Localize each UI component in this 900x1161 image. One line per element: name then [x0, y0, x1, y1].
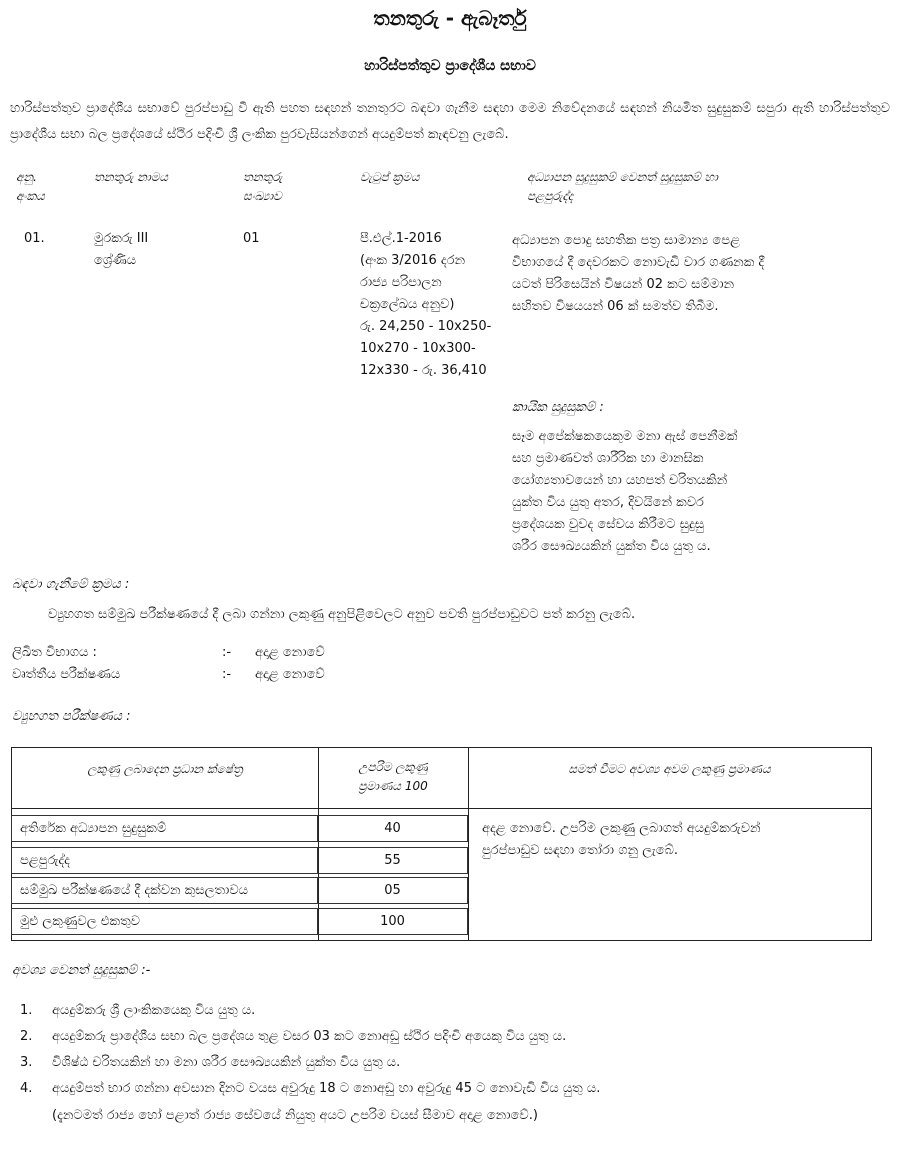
recruitment-heading: බඳවා ගැනීමේ ක්‍රමය :: [12, 577, 130, 592]
page-title: තනතුරු - ඇබෑර්තු: [373, 6, 527, 30]
age-note: (දැනටමත් රාජ්‍ය හෝ පළාත් රාජ්‍ය සේවයේ නියුතු අයට උපරිම වයස් සීමාව අදාළ නොවේ.): [52, 1108, 538, 1123]
page-subtitle: හාරිස්පත්තුව ප්‍රාදේශීය සභාව: [364, 58, 536, 74]
row-max: 100: [380, 914, 405, 929]
written-exam-label: ලිඛිත විභාගය :: [12, 645, 97, 660]
table-row: [317, 815, 468, 842]
physical-heading: කායික සුදුසුකම් :: [512, 400, 604, 415]
professional-test-label: වෘත්තීය පරීක්ෂණය: [12, 667, 121, 682]
row-field: මුළු ලකුණුවල එකතුව: [20, 914, 141, 929]
table-row: [317, 877, 468, 904]
row-count: 01: [243, 231, 260, 246]
list-item: 1. අයදුම්කරු ශ්‍රී ලාංකිකයෙකු විය යුතු ය.: [20, 1003, 256, 1018]
table-row: [317, 847, 468, 874]
other-reqs-list: [20, 998, 880, 1102]
row-salary: පී.එල්.1-2016 (අංක 3/2016 දරන රාජ්‍ය පරිපාලන චක්‍රලේඛය අනුව) රු. 24,250 - 10x250- 10x270 - 10x300- 12x330 - රු. 36,410: [360, 231, 492, 378]
header-count: තනතුරු සංඛ්‍යාව: [243, 170, 283, 203]
col-max-header: උපරිම ලකුණු ප්‍රමාණය 100: [358, 760, 428, 793]
header-qualifications: අධ්‍යාපන සුදුසුකම් වෙනත් සුදුසුකම් හා පළපුරුද්ද: [527, 170, 718, 203]
row-physical: සෑම අපේක්ෂකයෙකුම මනා ඇස් පෙනීමක් සහ ප්‍රමාණවත් ශාරීරික හා මානසික යෝග්‍යතාවයෙන් හා යහපත් චරිතයකින් යුක්ත විය යුතු අතර, දිවයිනේ කවර ප්‍රදේශයක වුවද සේවය කිරීමට සුදුසු ශරීර සෞඛ්‍යයකින් යුක්ත විය යුතු ය.: [512, 429, 738, 554]
table-row: [11, 815, 318, 842]
written-exam-value: අදාළ නොවේ: [255, 645, 325, 660]
col-min-header: සමත් වීමට අවශ්‍ය අවම ලකුණු ප්‍රමාණය: [568, 762, 771, 776]
row-post-name: මුරකරු III ශ්‍රේණිය: [94, 231, 149, 268]
row-field: පළපුරුද්ද: [20, 853, 70, 868]
header-post-name: තනතුරු නාමය: [94, 170, 169, 184]
intro-paragraph: හාරිස්පත්තුව ප්‍රාදේශීය සභාවේ පුරප්පාඩු වී ඇති පහත සඳහන් තනතුරට බඳවා ගැනීම සඳහා මෙම නිවේදනයේ සඳහන් නියමිත සුදුසුකම් සපුරා ඇති හාරිස්පත්තුව ප්‍රාදේශීය සභා බල ප්‍රදේශයේ ස්ථිර පදිංචි ශ්‍රී ලංකික පුරවැසියන්ගෙන් අයදුම්පත් කැඳවනු ලැබේ.: [10, 101, 890, 142]
professional-test-sep: :-: [222, 667, 232, 682]
table-row: [11, 847, 318, 874]
table-row: [11, 877, 318, 904]
table-divider: [12, 808, 871, 809]
other-reqs-heading: අවශ්‍ය වෙනත් සුදුසුකම් :-: [12, 963, 151, 978]
table-row: [317, 908, 468, 935]
min-marks-note: අදළ නොවේ. උපරිම ලකුණු ලබාගත් අයදුම්කරුවන් පුරප්පාඩුව සඳහා තෝරා ගනු ලැබේ.: [482, 821, 761, 858]
col-field-header: ලකුණු ලබාදෙන ප්‍රධාන ක්ෂේත්‍ර: [87, 762, 243, 776]
row-education: අධ්‍යාපන පොදු සහතික පත්‍ර සාමාන්‍ය පෙළ විභාගයේ දී දෙවරකට නොවැඩි වාර ගණනක දී යටත් පිරිසෙයින් විෂයන් 02 කට සම්මාන සහිතව විෂයයන් 06 ක් සමත්ව තිබීම.: [512, 233, 765, 314]
header-salary: වැටුප් ක්‍රමය: [360, 170, 420, 184]
recruitment-text: ව්‍යුහගත සම්මුඛ පරීක්ෂණයේ දී ලබා ගන්නා ලකුණු අනුපිළිවෙලට අනුව පවති පුරප්පාඩුවට පත් කරනු ලැබේ.: [48, 607, 636, 622]
written-exam-sep: :-: [222, 645, 232, 660]
professional-test-value: අදාළ නොවේ: [255, 667, 325, 682]
list-item: 3. විශිෂ්ඨ චරිතයකින් හා මනා ශරීර සෞඛ්‍යයකින් යුක්ත විය යුතු ය.: [20, 1055, 401, 1070]
header-serial: අනු. අංකය: [16, 170, 45, 203]
row-max: 05: [384, 883, 401, 898]
row-field: සම්මුඛ පරීක්ෂණයේ දී දක්වන කුසලතාවය: [20, 883, 249, 898]
list-item: 4. අයදුම්පත් භාර ගන්නා අවසාන දිනට වයස අවුරුදු 18 ට නොඅඩු හා අවුරුදු 45 ට නොවැඩි විය යුතු ය.: [20, 1081, 601, 1096]
table-row: [11, 908, 318, 935]
row-serial: 01.: [24, 231, 45, 246]
interview-heading: ව්‍යුහගත පරීක්ෂණය :: [12, 709, 131, 724]
list-item: 2. අයදුම්කරු ප්‍රාදේශීය සභා බල ප්‍රදේශය තුළ වසර 03 කට නොඅඩු ස්ථිර පදිංචි අයෙකු විය යුතු ය.: [20, 1029, 567, 1044]
row-max: 40: [384, 821, 401, 836]
row-field: අතිරේක අධ්‍යාපන සුදුසුකම්: [20, 821, 167, 836]
row-max: 55: [384, 853, 401, 868]
